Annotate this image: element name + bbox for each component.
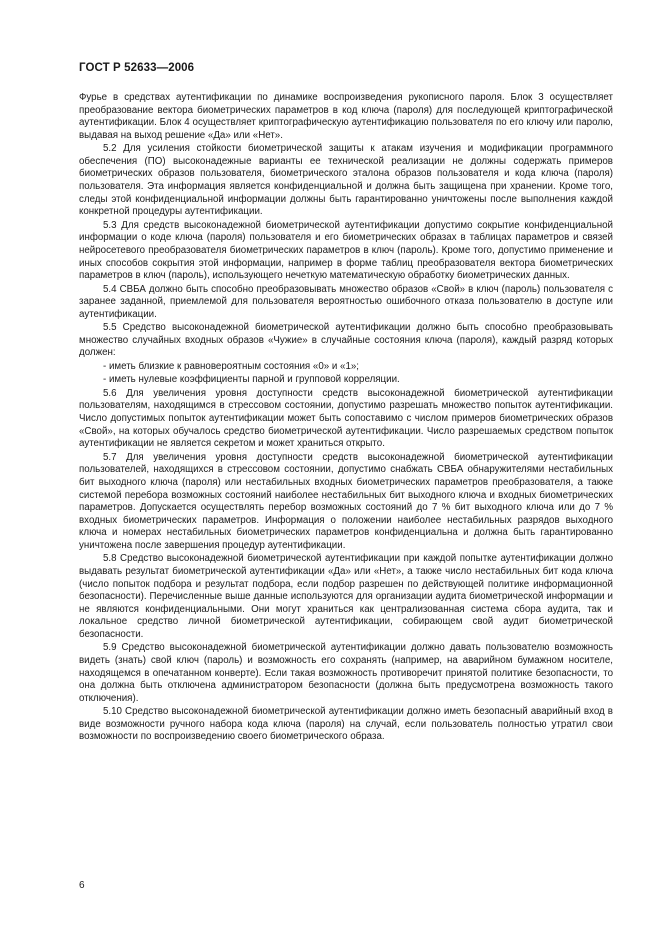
page-number: 6 xyxy=(79,880,85,891)
paragraph-5-7: 5.7 Для увеличения уровня доступности средств высоконадежной биометрической аутентификации пользователей, находящихся в стрессовом состоянии, допустимо снабжать СВБА обнаружителями нестабильных бит выходного ключа (пароля) или нестабильных входных биометрических параметров преобразователя, а также системой перебора возможных состояний наиболее нестабильных бит выходного ключа и входных биометрических параметров. Допускается осуществлять перебор возможных состояний до 7 % бит выходного ключа или до 7 % входных биометрических параметров. Информация о положении наиболее нестабильных разрядов выходного ключа и номерах нестабильных биометрических параметров конфиденциальна и должна быть гарантированно уничтожена после завершения процедур аутентификации. xyxy=(79,451,613,551)
paragraph-5-8: 5.8 Средство высоконадежной биометрической аутентификации при каждой попытке аутентификации должно выдавать результат биометрической аутентификации «Да» или «Нет», а также число нестабильных бит кода ключа (число попыток подбора и результат подбора, если подбор разрешен по действующей политике информационной безопасности). Перечисленные выше данные используются для организации аудита биометрической информации и не являются конфиденциальными. Они могут храниться как централизованная система сбора аудита, так и локальное средство личной биометрической аутентификации, собирающем свой аудит биометрической безопасности. xyxy=(79,553,613,640)
paragraph-continuation: Фурье в средствах аутентификации по динамике воспроизведения рукописного пароля. Блок 3 осуществляет преобразование вектора биометрических параметров в код ключа (пароля) для последующей криптографической аутентификации. Блок 4 осуществляет криптографическую аутентификацию пользователя по его ключу или паролю, выдавая на выход решение «Да» или «Нет». xyxy=(79,92,613,141)
paragraph-5-4: 5.4 СВБА должно быть способно преобразовывать множество образов «Свой» в ключ (пароль) пользователя с заранее заданной, приемлемой для пользователя вероятностью ошибочного отказа пользователю в доступе или аутентификации. xyxy=(79,283,613,320)
paragraph-5-10: 5.10 Средство высоконадежной биометрической аутентификации должно иметь безопасный аварийный вход в виде возможности ручного набора кода ключа (пароля) на случай, если пользователь полностью утратил свои возможности по воспроизведению своего биометрического образа. xyxy=(79,706,613,743)
paragraph-5-3: 5.3 Для средств высоконадежной биометрической аутентификации допустимо сокрытие конфиденциальной информации о коде ключа (пароля) пользователя и его биометрических образах в таблицах параметров и связей нейросетевого преобразователя биометрических параметров в ключ (пароль). Кроме того, допустимо применение и иных способов сокрытия этой информации, например в форме таблиц преобразователя вектора биометрических параметров в ключ (пароль), использующего нечеткую математическую обработку биометрических данных. xyxy=(79,219,613,282)
paragraph-5-9: 5.9 Средство высоконадежной биометрической аутентификации должно давать пользователю возможность видеть (знать) свой ключ (пароль) и возможность его сохранять (например, на аварийном бумажном носителе, находящемся в опечатанном конверте). Если такая возможность противоречит принятой политике безопасности, то она должна быть отключена администратором безопасности (должна быть предусмотрена возможность такого отключения). xyxy=(79,642,613,704)
paragraph-5-5: 5.5 Средство высоконадежной биометрической аутентификации должно быть способно преобразовывать множество случайных входных образов «Чужие» в случайные состояния ключа (пароля), каждый разряд которых должен: xyxy=(79,322,613,359)
document-header: ГОСТ Р 52633—2006 xyxy=(79,62,195,74)
list-item: - иметь нулевые коэффициенты парной и групповой корреляции. xyxy=(103,374,400,386)
list-item: - иметь близкие к равновероятным состояния «0» и «1»; xyxy=(103,360,360,372)
document-body xyxy=(79,92,613,745)
paragraph-5-6: 5.6 Для увеличения уровня доступности средств высоконадежной биометрической аутентификации пользователям, находящимся в стрессовом состоянии, допустимо разрешать множество попыток аутентификации. Число допустимых попыток аутентификации может быть сопоставимо с числом примеров биометрических образов «Свой», на которых обучалось средство биометрической аутентификации. Число разрешаемых средством попыток аутентификации не является секретом и может храниться открыто. xyxy=(79,387,613,450)
paragraph-5-2: 5.2 Для усиления стойкости биометрической защиты к атакам изучения и модификации программного обеспечения (ПО) высоконадежные варианты ее технической реализации не должны содержать примеров биометрических образов пользователя, биометрического эталона образов пользователя и кода ключа (пароля) пользователя. Эта информация является конфиденциальной и должна быть защищена при хранении. Кроме того, следы этой конфиденциальной информации должны быть гарантированно уничтожены после выполнения каждой конкретной процедуры аутентификации. xyxy=(79,143,613,218)
